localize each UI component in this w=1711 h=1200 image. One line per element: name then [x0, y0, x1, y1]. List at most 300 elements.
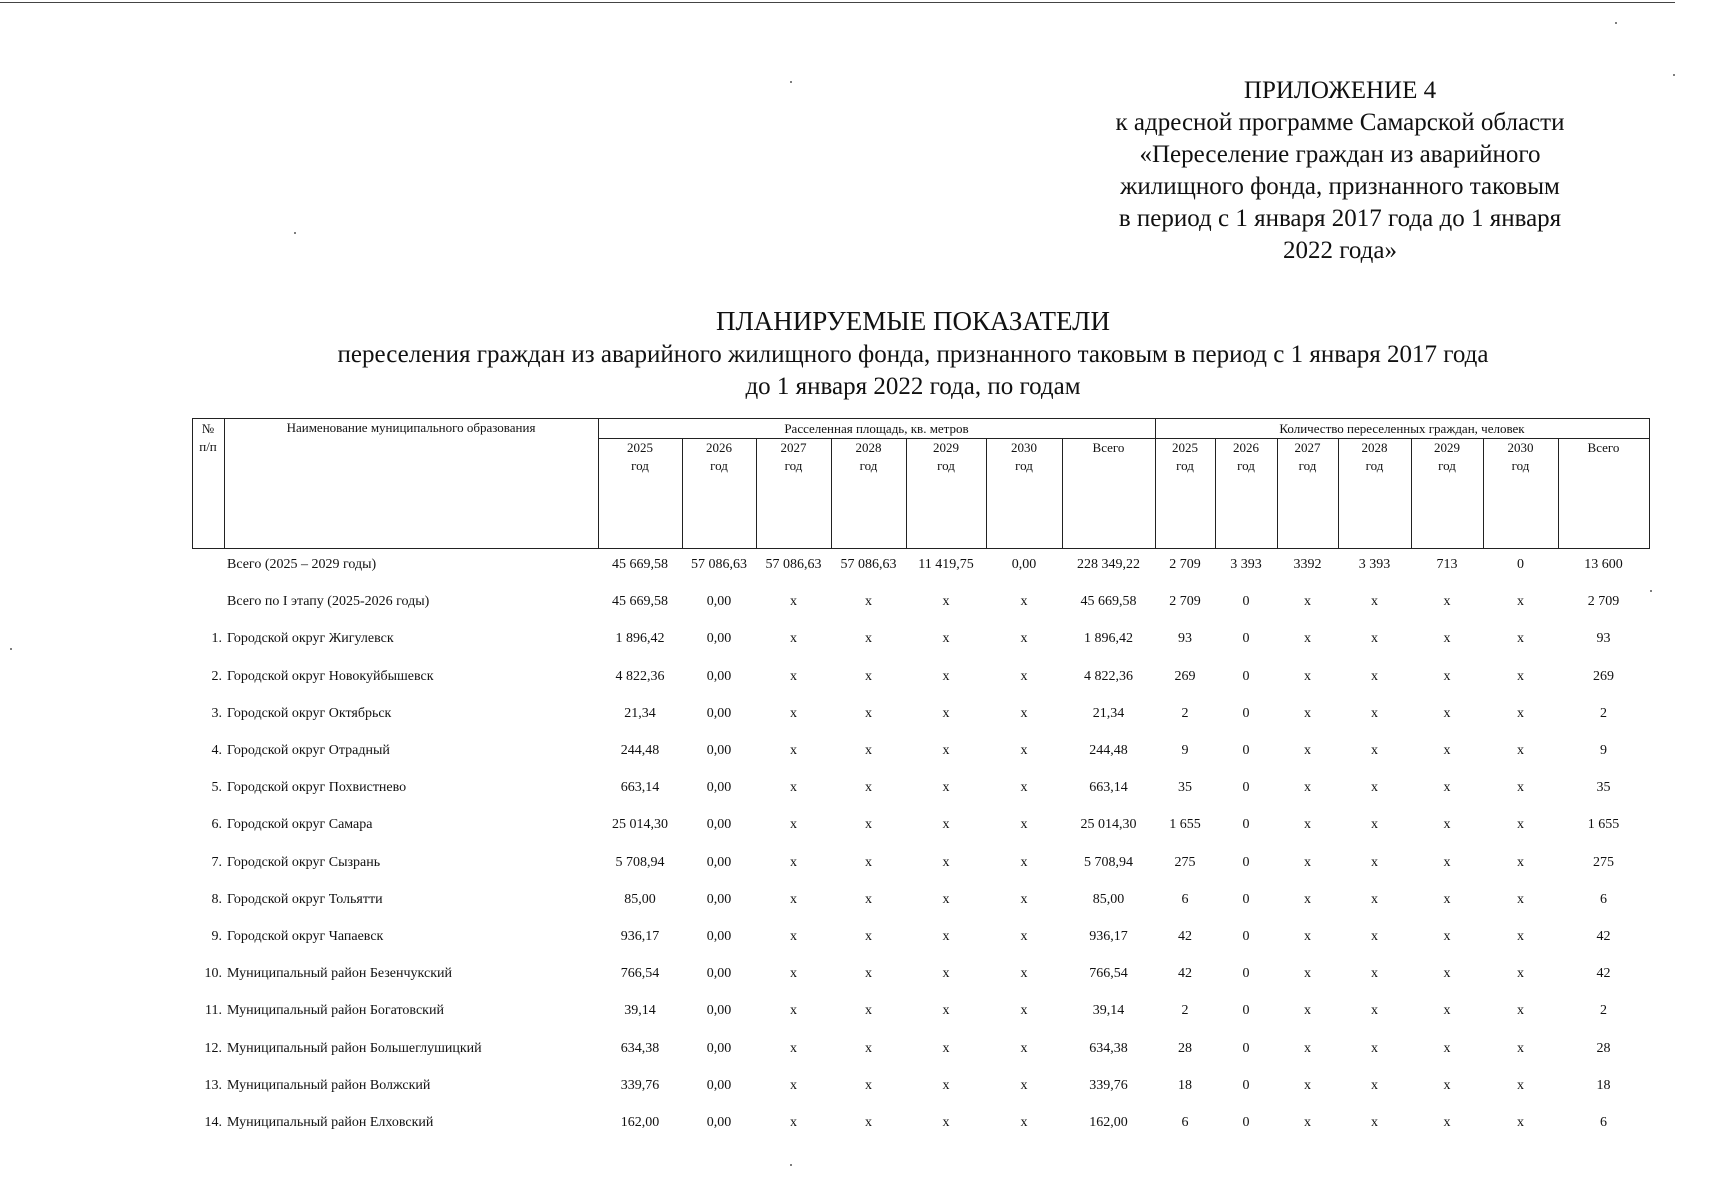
row-number: 2.	[211, 668, 222, 684]
people-value: х	[1443, 854, 1451, 870]
header-year: 2029	[933, 440, 959, 455]
municipality-name: Городской округ Отрадный	[227, 743, 390, 758]
area-value: 1 896,42	[1084, 631, 1133, 647]
people-value: х	[1304, 1115, 1311, 1130]
people-value: х	[1517, 743, 1524, 758]
area-value: 0,00	[706, 817, 732, 833]
area-value: х	[865, 1040, 872, 1056]
people-value: х	[1304, 743, 1311, 758]
area-value: 0,00	[706, 668, 732, 684]
people-value: 269	[1593, 668, 1614, 684]
people-value: 18	[1596, 1077, 1611, 1093]
people-value: 6	[1181, 1115, 1189, 1130]
area-value: х	[942, 891, 950, 907]
people-value: 93	[1596, 631, 1611, 647]
people-value: х	[1517, 929, 1524, 944]
people-value: 0	[1242, 966, 1250, 982]
area-value: 0,00	[706, 966, 732, 982]
people-value: х	[1371, 743, 1378, 758]
area-value: 5 708,94	[1084, 854, 1133, 870]
header-group-people: Количество переселенных граждан, человек	[1279, 421, 1525, 436]
subtitle-line: переселения граждан из аварийного жилищного фонда, признанного таковым в период с 1 января 2017 года	[337, 341, 1489, 368]
header-year: 2026	[706, 440, 732, 455]
people-value: 35	[1596, 780, 1611, 796]
header-year-unit: год	[1176, 458, 1194, 473]
municipality-name: Городской округ Жигулевск	[227, 631, 394, 647]
area-value: 766,54	[1089, 966, 1128, 982]
header-year-unit: год	[937, 458, 955, 473]
area-value: 4 822,36	[1084, 668, 1133, 684]
municipality-name: Городской округ Самара	[227, 817, 373, 833]
people-value: 6	[1600, 1115, 1607, 1130]
header-year: 2026	[1233, 440, 1259, 455]
area-value: х	[790, 743, 797, 758]
area-value: 1 896,42	[615, 631, 665, 647]
area-value: 0,00	[706, 780, 732, 796]
people-value: х	[1371, 668, 1378, 684]
people-value: х	[1517, 966, 1524, 982]
row-number: 5.	[211, 780, 222, 796]
people-value: х	[1304, 594, 1311, 610]
area-value: х	[942, 594, 950, 610]
header-year-unit: год	[1438, 458, 1456, 473]
people-value: 0	[1242, 1115, 1250, 1130]
area-value: 5 708,94	[615, 854, 665, 870]
people-value: х	[1517, 594, 1524, 610]
people-value: 42	[1178, 966, 1192, 982]
area-value: 85,00	[1092, 891, 1125, 907]
area-value: х	[942, 743, 950, 758]
table-rule	[1649, 418, 1650, 549]
area-value: х	[942, 966, 950, 982]
people-value: х	[1443, 966, 1451, 982]
area-value: 85,00	[624, 891, 656, 907]
people-value: 13 600	[1584, 557, 1623, 572]
people-value: х	[1443, 891, 1451, 907]
subtitle-line: до 1 января 2022 года, по годам	[745, 373, 1081, 400]
area-value: х	[790, 929, 797, 944]
area-value: 11 419,75	[918, 557, 974, 572]
area-value: х	[790, 817, 797, 833]
area-value: 663,14	[620, 780, 660, 796]
header-year: 2025	[627, 440, 653, 455]
header-total: Всего	[1587, 440, 1620, 455]
people-value: 3 393	[1358, 557, 1391, 572]
people-value: 0	[1242, 1040, 1250, 1056]
area-value: 766,54	[620, 966, 660, 982]
area-value: х	[942, 929, 950, 944]
people-value: 2	[1600, 1003, 1607, 1019]
area-value: 57 086,63	[840, 557, 897, 572]
people-value: х	[1304, 705, 1311, 721]
people-value: х	[1443, 594, 1451, 610]
people-value: х	[1371, 1115, 1378, 1130]
people-value: 6	[1600, 891, 1607, 907]
appendix-line: к адресной программе Самарской области	[1115, 109, 1565, 136]
people-value: х	[1517, 780, 1524, 796]
people-value: 0	[1242, 668, 1250, 684]
area-value: х	[1020, 1115, 1028, 1130]
area-value: 0,00	[706, 1040, 732, 1056]
area-value: х	[790, 594, 797, 610]
area-value: х	[1020, 929, 1028, 944]
area-value: х	[942, 668, 950, 684]
area-value: 45 669,58	[612, 594, 668, 610]
people-value: х	[1517, 668, 1524, 684]
header-year: 2030	[1011, 440, 1037, 455]
people-value: х	[1443, 743, 1451, 758]
area-value: 339,76	[620, 1077, 660, 1093]
appendix-heading	[1080, 75, 1600, 267]
people-value: х	[1517, 631, 1524, 647]
people-value: х	[1371, 966, 1378, 982]
people-value: х	[1371, 705, 1378, 721]
header-year: 2029	[1434, 440, 1460, 455]
people-value: 35	[1178, 780, 1192, 796]
scan-speck	[1615, 22, 1617, 24]
people-value: 269	[1174, 668, 1196, 684]
people-value: 0	[1517, 557, 1524, 572]
people-value: х	[1517, 854, 1524, 870]
people-value: х	[1517, 891, 1524, 907]
people-value: 0	[1242, 854, 1250, 870]
row-number: 14.	[204, 1115, 222, 1130]
municipality-name: Городской округ Октябрьск	[227, 705, 392, 721]
row-number: 1.	[211, 631, 222, 647]
header-year-unit: год	[784, 458, 803, 473]
people-value: х	[1371, 631, 1378, 647]
scan-speck	[1650, 590, 1652, 592]
municipality-name: Муниципальный район Богатовский	[227, 1003, 444, 1019]
people-value: х	[1304, 891, 1311, 907]
area-value: х	[865, 966, 872, 982]
area-value: 0,00	[706, 929, 732, 944]
people-value: 9	[1600, 743, 1607, 758]
area-value: х	[1020, 668, 1028, 684]
area-value: х	[1020, 1003, 1028, 1019]
area-value: х	[865, 705, 872, 721]
people-value: 275	[1174, 854, 1196, 870]
header-year: 2028	[1361, 440, 1388, 455]
area-value: 45 669,58	[1080, 594, 1137, 610]
people-value: х	[1371, 854, 1378, 870]
header-year: 2030	[1507, 440, 1534, 455]
area-value: х	[865, 929, 872, 944]
people-value: х	[1517, 1040, 1524, 1056]
people-value: х	[1304, 631, 1311, 647]
people-value: 42	[1596, 929, 1611, 944]
people-value: 0	[1242, 1003, 1250, 1019]
municipality-name: Муниципальный район Большеглушицкий	[227, 1040, 482, 1056]
people-value: 2 709	[1169, 594, 1201, 610]
area-value: х	[790, 966, 797, 982]
people-value: 0	[1242, 929, 1250, 944]
header-num: №	[201, 421, 215, 436]
people-value: х	[1304, 966, 1311, 982]
area-value: 339,76	[1089, 1077, 1128, 1093]
people-value: х	[1304, 668, 1311, 684]
people-value: х	[1443, 1077, 1451, 1093]
people-value: 0	[1242, 705, 1250, 721]
area-value: х	[790, 668, 797, 684]
people-value: х	[1304, 1040, 1311, 1056]
people-value: х	[1443, 631, 1451, 647]
people-value: х	[1371, 817, 1378, 833]
header-num: п/п	[199, 439, 217, 454]
area-value: 0,00	[706, 854, 732, 870]
people-value: х	[1371, 1077, 1378, 1093]
appendix-line: жилищного фонда, признанного таковым	[1120, 173, 1560, 200]
area-value: х	[790, 1040, 797, 1056]
area-value: х	[790, 854, 797, 870]
area-value: 57 086,63	[765, 557, 822, 572]
area-value: х	[790, 1115, 797, 1130]
header-year-unit: год	[710, 458, 728, 473]
row-number: 6.	[211, 817, 222, 833]
summary-row-label: Всего по I этапу (2025-2026 годы)	[227, 594, 430, 610]
area-value: х	[790, 631, 797, 647]
page-subtitle	[230, 339, 1596, 403]
people-value: х	[1517, 1003, 1524, 1019]
area-value: х	[865, 743, 872, 758]
people-value: х	[1304, 1003, 1311, 1019]
people-value: 0	[1242, 743, 1250, 758]
area-value: 936,17	[1089, 929, 1128, 944]
municipality-name: Муниципальный район Елховский	[227, 1115, 434, 1130]
area-value: х	[865, 891, 872, 907]
row-number: 7.	[211, 854, 222, 870]
people-value: 713	[1436, 557, 1458, 572]
people-value: 3 393	[1230, 557, 1262, 572]
area-value: 0,00	[1011, 557, 1037, 572]
people-value: х	[1517, 1077, 1524, 1093]
area-value: х	[790, 1077, 797, 1093]
area-value: х	[865, 1077, 872, 1093]
summary-row-label: Всего (2025 – 2029 годы)	[227, 557, 377, 572]
header-year-unit: год	[631, 458, 649, 473]
appendix-line: ПРИЛОЖЕНИЕ 4	[1243, 77, 1437, 104]
people-value: 18	[1178, 1077, 1192, 1093]
people-value: х	[1371, 1003, 1378, 1019]
table-rule	[192, 548, 1649, 549]
area-value: х	[1020, 891, 1028, 907]
area-value: х	[865, 668, 872, 684]
area-value: х	[942, 854, 950, 870]
area-value: 39,14	[1092, 1003, 1125, 1019]
row-number: 12.	[204, 1040, 222, 1056]
area-value: 0,00	[706, 743, 732, 758]
people-value: 3392	[1293, 557, 1322, 572]
area-value: х	[865, 631, 872, 647]
area-value: х	[942, 1003, 950, 1019]
area-value: 0,00	[706, 594, 732, 610]
area-value: х	[942, 705, 950, 721]
people-value: 93	[1178, 631, 1192, 647]
people-value: х	[1371, 891, 1378, 907]
people-value: х	[1443, 1040, 1451, 1056]
area-value: 0,00	[706, 1077, 732, 1093]
area-value: 21,34	[1092, 705, 1125, 721]
area-value: х	[1020, 854, 1028, 870]
header-year-unit: год	[1237, 458, 1255, 473]
people-value: 9	[1181, 743, 1189, 758]
area-value: 45 669,58	[612, 557, 668, 572]
area-value: х	[1020, 743, 1028, 758]
area-value: 936,17	[620, 929, 660, 944]
header-group-area: Расселенная площадь, кв. метров	[784, 421, 969, 436]
header-year: 2025	[1172, 440, 1198, 455]
people-value: х	[1304, 854, 1311, 870]
people-value: х	[1443, 1003, 1451, 1019]
area-value: 39,14	[624, 1003, 656, 1019]
municipality-name: Муниципальный район Безенчукский	[227, 966, 453, 982]
people-value: х	[1443, 817, 1451, 833]
appendix-line: в период с 1 января 2017 года до 1 января	[1118, 205, 1562, 232]
area-value: 634,38	[620, 1040, 660, 1056]
area-value: х	[865, 1003, 872, 1019]
header-year: 2027	[780, 440, 807, 455]
row-number: 4.	[211, 743, 222, 758]
area-value: 162,00	[620, 1115, 660, 1130]
people-value: х	[1443, 1115, 1451, 1130]
appendix-line: «Переселение граждан из аварийного	[1139, 141, 1541, 168]
people-value: х	[1371, 780, 1378, 796]
municipality-name: Муниципальный район Волжский	[227, 1077, 431, 1093]
header-year-unit: год	[1365, 458, 1384, 473]
people-value: х	[1443, 668, 1451, 684]
area-value: х	[942, 780, 950, 796]
area-value: 663,14	[1089, 780, 1128, 796]
area-value: х	[1020, 631, 1028, 647]
area-value: 25 014,30	[612, 817, 668, 833]
people-value: х	[1371, 594, 1378, 610]
people-value: х	[1304, 817, 1311, 833]
people-value: х	[1443, 705, 1451, 721]
people-value: х	[1304, 1077, 1311, 1093]
people-value: 0	[1242, 631, 1250, 647]
area-value: х	[942, 1077, 950, 1093]
people-value: х	[1517, 705, 1524, 721]
row-number: 10.	[204, 966, 222, 982]
people-value: х	[1517, 817, 1524, 833]
people-value: х	[1304, 929, 1311, 944]
area-value: 0,00	[706, 891, 732, 907]
area-value: 228 349,22	[1077, 557, 1140, 572]
scan-speck	[790, 1164, 792, 1166]
people-value: 42	[1596, 966, 1611, 982]
area-value: 57 086,63	[691, 557, 747, 572]
municipality-name: Городской округ Сызрань	[227, 854, 381, 870]
municipality-name: Городской округ Тольятти	[227, 891, 383, 907]
area-value: х	[865, 780, 872, 796]
people-value: 0	[1242, 891, 1250, 907]
scan-speck	[1673, 74, 1675, 76]
area-value: х	[942, 631, 950, 647]
people-value: 0	[1242, 594, 1250, 610]
area-value: х	[1020, 817, 1028, 833]
people-value: 275	[1593, 854, 1614, 870]
people-value: 2	[1181, 1003, 1189, 1019]
area-value: х	[790, 780, 797, 796]
people-value: 28	[1596, 1040, 1611, 1056]
area-value: 244,48	[1089, 743, 1128, 758]
area-value: х	[865, 594, 872, 610]
row-number: 11.	[205, 1003, 222, 1019]
area-value: х	[865, 854, 872, 870]
people-value: х	[1304, 780, 1311, 796]
area-value: х	[1020, 966, 1028, 982]
people-value: 2	[1600, 705, 1607, 721]
area-value: х	[790, 1003, 797, 1019]
header-year: 2027	[1294, 440, 1321, 455]
area-value: 4 822,36	[615, 668, 665, 684]
header-total: Всего	[1092, 440, 1125, 455]
area-value: 0,00	[706, 705, 732, 721]
area-value: х	[1020, 1040, 1028, 1056]
row-number: 13.	[204, 1077, 222, 1093]
area-value: х	[1020, 780, 1028, 796]
people-value: 2 709	[1169, 557, 1201, 572]
municipality-name: Городской округ Новокуйбышевск	[227, 668, 434, 684]
area-value: х	[790, 705, 797, 721]
people-value: 2	[1181, 705, 1189, 721]
municipality-name: Городской округ Чапаевск	[227, 929, 384, 944]
header-year-unit: год	[859, 458, 878, 473]
area-value: х	[942, 817, 950, 833]
people-value: х	[1443, 929, 1451, 944]
row-number: 8.	[211, 891, 222, 907]
scan-speck	[790, 81, 792, 83]
header-year-unit: год	[1298, 458, 1317, 473]
people-value: х	[1517, 1115, 1524, 1130]
people-value: х	[1371, 1040, 1378, 1056]
area-value: 0,00	[706, 631, 732, 647]
people-value: 2 709	[1587, 594, 1620, 610]
header-name: Наименование муниципального образования	[286, 420, 536, 435]
scan-speck	[294, 232, 296, 234]
area-value: х	[942, 1115, 950, 1130]
area-value: 244,48	[620, 743, 660, 758]
area-value: 162,00	[1089, 1115, 1128, 1130]
row-number: 3.	[211, 705, 222, 721]
area-value: х	[1020, 594, 1028, 610]
people-value: 1 655	[1169, 817, 1201, 833]
people-value: 0	[1242, 780, 1250, 796]
page-title: ПЛАНИРУЕМЫЕ ПОКАЗАТЕЛИ	[716, 306, 1110, 336]
header-year-unit: год	[1015, 458, 1033, 473]
area-value: 0,00	[706, 1003, 732, 1019]
people-value: х	[1443, 780, 1451, 796]
area-value: х	[942, 1040, 950, 1056]
table-rule	[224, 418, 225, 549]
people-value: 0	[1242, 1077, 1250, 1093]
area-value: 25 014,30	[1080, 817, 1137, 833]
people-value: 42	[1178, 929, 1192, 944]
scan-top-border	[0, 2, 1675, 3]
header-year-unit: год	[1511, 458, 1530, 473]
people-value: 28	[1178, 1040, 1192, 1056]
people-value: 6	[1181, 891, 1189, 907]
row-number: 9.	[211, 929, 222, 944]
municipality-name: Городской округ Похвистнево	[227, 780, 407, 796]
area-value: х	[865, 817, 872, 833]
header-year: 2028	[855, 440, 882, 455]
area-value: 21,34	[624, 705, 656, 721]
area-value: х	[865, 1115, 872, 1130]
area-value: х	[1020, 1077, 1028, 1093]
area-value: 0,00	[706, 1115, 732, 1130]
appendix-line: 2022 года»	[1283, 237, 1397, 264]
